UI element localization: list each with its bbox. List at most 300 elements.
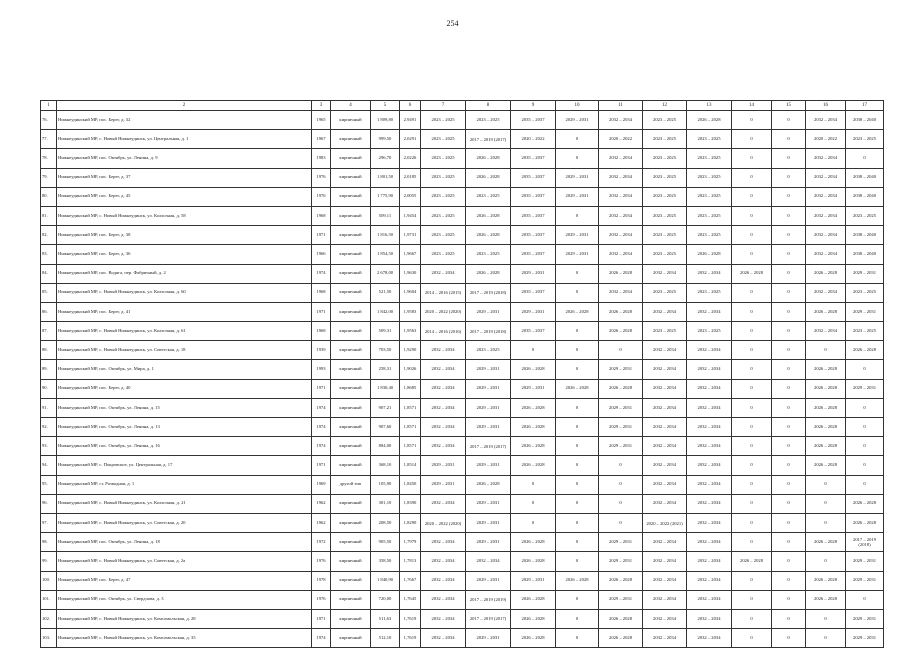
table-cell: 2032 – 2034 bbox=[687, 552, 732, 571]
column-number-10: 10 bbox=[556, 101, 599, 111]
table-cell: 2032 – 2034 bbox=[599, 283, 643, 302]
table-cell: 2,9491 bbox=[400, 111, 421, 130]
table-cell: 0 bbox=[772, 571, 806, 590]
table-cell: 1969 bbox=[312, 475, 331, 494]
table-cell: 2029 – 2031 bbox=[466, 629, 511, 648]
table-cell: 2023 – 2025 bbox=[687, 322, 732, 341]
row-number-cell: 82. bbox=[41, 226, 57, 245]
table-cell: 0 bbox=[732, 149, 772, 168]
table-cell: 0 bbox=[556, 264, 599, 283]
table-cell: 2029 – 2031 bbox=[466, 398, 511, 417]
table-cell: кирпичный bbox=[331, 245, 371, 264]
table-cell: 2023 – 2025 bbox=[466, 187, 511, 206]
table-cell: 2026 – 2028 bbox=[599, 609, 643, 628]
table-cell: 0 bbox=[772, 398, 806, 417]
table-row bbox=[41, 533, 884, 552]
table-cell: 2023 – 2025 bbox=[421, 245, 466, 264]
table-cell: 105,90 bbox=[371, 475, 400, 494]
table-cell: 0 bbox=[772, 418, 806, 437]
table-cell: 0 bbox=[556, 206, 599, 225]
table-cell: 0 bbox=[556, 475, 599, 494]
row-number-cell: 102. bbox=[41, 609, 57, 628]
table-cell: 0 bbox=[732, 418, 772, 437]
table-row bbox=[41, 552, 884, 571]
table-row bbox=[41, 571, 884, 590]
address-cell: Нижнеудинский МР, пос. Берег, д. 38 bbox=[57, 226, 312, 245]
table-cell: 0 bbox=[772, 149, 806, 168]
table-row bbox=[41, 418, 884, 437]
table-cell: 2035 – 2037 bbox=[511, 149, 556, 168]
table-cell: 2032 – 2034 bbox=[421, 629, 466, 648]
table-cell: 296,70 bbox=[371, 149, 400, 168]
table-cell: 1976 bbox=[312, 187, 331, 206]
table-cell: 2029 – 2031 bbox=[599, 418, 643, 437]
table-cell: 2023 – 2025 bbox=[687, 283, 732, 302]
table-cell: 2032 – 2034 bbox=[806, 283, 846, 302]
table-cell: 2023 – 2025 bbox=[421, 226, 466, 245]
table-cell: 1,8450 bbox=[400, 475, 421, 494]
row-number-cell: 100. bbox=[41, 571, 57, 590]
address-cell: Нижнеудинский МР, пос. Берег, д. 32 bbox=[57, 111, 312, 130]
table-cell: 2017 – 2019 (2019) bbox=[466, 590, 511, 609]
table-cell: 2032 – 2034 bbox=[643, 609, 687, 628]
table-cell: 2032 – 2034 bbox=[643, 437, 687, 456]
table-cell: 511,63 bbox=[371, 609, 400, 628]
column-number-7: 7 bbox=[421, 101, 466, 111]
table-row bbox=[41, 130, 884, 149]
table-cell: 2032 – 2034 bbox=[806, 111, 846, 130]
table-cell: 0 bbox=[846, 360, 884, 379]
table-cell: 2032 – 2034 bbox=[687, 456, 732, 475]
table-cell: 1972 bbox=[312, 533, 331, 552]
table-cell: 2023 – 2025 bbox=[687, 168, 732, 187]
table-row bbox=[41, 187, 884, 206]
table-cell: 2026 – 2028 bbox=[466, 226, 511, 245]
table-cell: 2032 – 2034 bbox=[806, 168, 846, 187]
table-cell: 2017 – 2019 (2018) bbox=[466, 283, 511, 302]
table-cell: 208,50 bbox=[371, 513, 400, 532]
table-cell: 0 bbox=[732, 609, 772, 628]
row-number-cell: 89. bbox=[41, 360, 57, 379]
table-cell: 2026 – 2028 bbox=[466, 264, 511, 283]
table-cell: 2023 – 2025 bbox=[687, 187, 732, 206]
table-cell: 1962 bbox=[312, 513, 331, 532]
table-cell: 2029 – 2031 bbox=[846, 264, 884, 283]
table-cell: 2023 – 2025 bbox=[466, 245, 511, 264]
address-cell: Нижнеудинский МР, с. Новый Нижнеудинск, ул. Колхозная, д. 61 bbox=[57, 322, 312, 341]
table-cell: 2029 – 2031 bbox=[511, 571, 556, 590]
table-cell: 2029 – 2031 bbox=[599, 360, 643, 379]
table-cell: 2014 – 2016 (2015) bbox=[421, 283, 466, 302]
table-cell: 2023 – 2025 bbox=[643, 149, 687, 168]
table-cell: 2032 – 2034 bbox=[599, 168, 643, 187]
table-cell: 1971 bbox=[312, 609, 331, 628]
table-cell: 0 bbox=[556, 130, 599, 149]
table-cell: 2038 – 2040 bbox=[846, 111, 884, 130]
table-cell: 2026 – 2028 bbox=[556, 302, 599, 321]
table-cell: 0 bbox=[511, 513, 556, 532]
table-cell: 0 bbox=[772, 590, 806, 609]
table-cell: 2023 – 2025 bbox=[643, 111, 687, 130]
table-cell: 2032 – 2034 bbox=[421, 437, 466, 456]
table-cell: 0 bbox=[556, 283, 599, 302]
row-number-cell: 97. bbox=[41, 513, 57, 532]
column-number-4: 4 bbox=[331, 101, 371, 111]
table-cell: 0 bbox=[846, 437, 884, 456]
table-cell: 2,0291 bbox=[400, 130, 421, 149]
table-cell: 0 bbox=[732, 494, 772, 513]
table-cell: 258,31 bbox=[371, 360, 400, 379]
table-cell: 0 bbox=[772, 283, 806, 302]
row-number-cell: 93. bbox=[41, 437, 57, 456]
table-cell: 2026 – 2028 bbox=[806, 379, 846, 398]
row-number-cell: 83. bbox=[41, 245, 57, 264]
table-row bbox=[41, 322, 884, 341]
table-cell: 2032 – 2034 bbox=[643, 302, 687, 321]
table-cell: 2029 – 2031 bbox=[846, 302, 884, 321]
table-cell: 2023 – 2025 bbox=[643, 187, 687, 206]
table-cell: 2026 – 2028 bbox=[806, 302, 846, 321]
table-cell: 358,50 bbox=[371, 552, 400, 571]
table-cell: 2032 – 2034 bbox=[687, 494, 732, 513]
table-cell: 2017 – 2019 (2017) bbox=[466, 130, 511, 149]
table-cell: 2032 – 2034 bbox=[643, 590, 687, 609]
housing-register-table bbox=[40, 100, 884, 648]
table-cell: 2026 – 2028 bbox=[806, 398, 846, 417]
table-cell: 2032 – 2034 bbox=[421, 264, 466, 283]
address-cell: Нижнеудинский МР, пос. Берег, д. 45 bbox=[57, 187, 312, 206]
row-number-cell: 77. bbox=[41, 130, 57, 149]
table-cell: 0 bbox=[732, 283, 772, 302]
table-cell: 0 bbox=[556, 552, 599, 571]
table-cell: 0 bbox=[556, 149, 599, 168]
table-cell: 0 bbox=[556, 360, 599, 379]
table-cell: 2032 – 2034 bbox=[806, 245, 846, 264]
table-cell: 1,9604 bbox=[400, 283, 421, 302]
table-cell: 2029 – 2031 bbox=[556, 111, 599, 130]
table-cell: 2026 – 2028 bbox=[599, 571, 643, 590]
address-cell: Нижнеудинский МР, пос. Берег, д. 36 bbox=[57, 245, 312, 264]
table-cell: 0 bbox=[806, 609, 846, 628]
table-cell: 2026 – 2028 bbox=[511, 418, 556, 437]
table-cell: 2023 – 2025 bbox=[643, 130, 687, 149]
table-cell: 1,7979 bbox=[400, 533, 421, 552]
table-cell: 1,8290 bbox=[400, 513, 421, 532]
table-cell: 521,50 bbox=[371, 283, 400, 302]
table-cell: 2029 – 2031 bbox=[599, 398, 643, 417]
table-cell: 2032 – 2034 bbox=[806, 322, 846, 341]
table-cell: 0 bbox=[732, 302, 772, 321]
table-row bbox=[41, 168, 884, 187]
table-cell: 0 bbox=[806, 513, 846, 532]
table-cell: 2038 – 2040 bbox=[846, 245, 884, 264]
table-cell: кирпичный bbox=[331, 609, 371, 628]
table-cell: 2035 – 2037 bbox=[511, 187, 556, 206]
column-number-6: 6 bbox=[400, 101, 421, 111]
table-cell: 0 bbox=[846, 590, 884, 609]
table-cell: 2029 – 2031 bbox=[466, 533, 511, 552]
table-cell: 0 bbox=[732, 245, 772, 264]
table-cell: 2032 – 2034 bbox=[599, 149, 643, 168]
table-cell: 2029 – 2031 bbox=[846, 571, 884, 590]
column-number-9: 9 bbox=[511, 101, 556, 111]
table-cell: 2032 – 2034 bbox=[421, 398, 466, 417]
address-cell: Нижнеудинский МР, с. Новый Нижнеудинск, ул. Советская, д. 2а bbox=[57, 552, 312, 571]
table-row bbox=[41, 111, 884, 130]
table-cell: 2029 – 2031 bbox=[846, 379, 884, 398]
table-cell: 0 bbox=[732, 456, 772, 475]
table-cell: 0 bbox=[556, 590, 599, 609]
table-cell: 0 bbox=[599, 456, 643, 475]
table-cell: 2032 – 2034 bbox=[421, 341, 466, 360]
table-cell: 2026 – 2028 bbox=[599, 629, 643, 648]
table-cell: 0 bbox=[556, 494, 599, 513]
table-cell: 2023 – 2025 bbox=[687, 226, 732, 245]
table-cell: 1965 bbox=[312, 111, 331, 130]
table-cell: 2029 – 2031 bbox=[466, 302, 511, 321]
table-row bbox=[41, 590, 884, 609]
table-cell: кирпичный bbox=[331, 513, 371, 532]
table-cell: 2020 – 2022 bbox=[599, 130, 643, 149]
table-cell: 0 bbox=[772, 494, 806, 513]
column-number-row bbox=[41, 101, 884, 111]
address-cell: Нижнеудинский МР, с. Новый Нижнеудинск, ул. Комсомольская, д. 28 bbox=[57, 609, 312, 628]
row-number-cell: 88. bbox=[41, 341, 57, 360]
table-cell: 0 bbox=[772, 629, 806, 648]
table-cell: 0 bbox=[556, 341, 599, 360]
table-cell: 2032 – 2034 bbox=[643, 571, 687, 590]
table-cell: 0 bbox=[556, 629, 599, 648]
table-row bbox=[41, 206, 884, 225]
table-cell: 2035 – 2037 bbox=[511, 226, 556, 245]
address-cell: Нижнеудинский МР, с. Новый Нижнеудинск, ул. Советская, д. 18 bbox=[57, 341, 312, 360]
table-cell: кирпичный bbox=[331, 379, 371, 398]
table-cell: 2032 – 2034 bbox=[421, 609, 466, 628]
table-row bbox=[41, 302, 884, 321]
table-cell: 0 bbox=[806, 475, 846, 494]
column-number-13: 13 bbox=[687, 101, 732, 111]
table-cell: 0 bbox=[732, 513, 772, 532]
table-cell: кирпичный bbox=[331, 226, 371, 245]
table-cell: 2032 – 2034 bbox=[421, 552, 466, 571]
table-cell: кирпичный bbox=[331, 322, 371, 341]
table-cell: 2026 – 2028 bbox=[806, 437, 846, 456]
table-cell: 2032 – 2034 bbox=[421, 360, 466, 379]
table-cell: 2032 – 2034 bbox=[643, 398, 687, 417]
table-cell: 2029 – 2031 bbox=[599, 552, 643, 571]
table-cell: 2029 – 2031 bbox=[421, 456, 466, 475]
table-cell: кирпичный bbox=[331, 437, 371, 456]
table-cell: 2026 – 2028 bbox=[511, 533, 556, 552]
row-number-cell: 90. bbox=[41, 379, 57, 398]
table-cell: 0 bbox=[772, 168, 806, 187]
table-cell: 1974 bbox=[312, 398, 331, 417]
table-cell: 2023 – 2025 bbox=[421, 111, 466, 130]
table-cell: 999,50 bbox=[371, 130, 400, 149]
table-cell: 2020 – 2022 (2020) bbox=[421, 302, 466, 321]
table-cell: 2023 – 2025 bbox=[643, 322, 687, 341]
table-cell: 2020 – 2022 bbox=[511, 130, 556, 149]
table-cell: 0 bbox=[772, 360, 806, 379]
address-cell: Нижнеудинский МР, пос. Октябрь, ул. Ленина, д. 9 bbox=[57, 149, 312, 168]
table-cell: 2032 – 2034 bbox=[687, 379, 732, 398]
table-cell: 1976 bbox=[312, 552, 331, 571]
column-number-2: 2 bbox=[57, 101, 312, 111]
table-cell: 1971 bbox=[312, 302, 331, 321]
table-cell: 703,50 bbox=[371, 341, 400, 360]
table-cell: 1974 bbox=[312, 437, 331, 456]
table-cell: 2026 – 2028 bbox=[806, 571, 846, 590]
table-cell: 368,10 bbox=[371, 456, 400, 475]
table-cell: 0 bbox=[772, 302, 806, 321]
table-cell: 2026 – 2028 bbox=[511, 590, 556, 609]
table-cell: 509,11 bbox=[371, 206, 400, 225]
table-cell: 0 bbox=[772, 187, 806, 206]
table-cell: 1,7813 bbox=[400, 552, 421, 571]
table-cell: 2026 – 2028 bbox=[599, 264, 643, 283]
table-cell: 1974 bbox=[312, 629, 331, 648]
table-cell: 0 bbox=[732, 187, 772, 206]
address-cell: Нижнеудинский МР, пос. Октябрь, ул. Ленина, д. 15 bbox=[57, 398, 312, 417]
table-row bbox=[41, 341, 884, 360]
row-number-cell: 96. bbox=[41, 494, 57, 513]
table-cell: кирпичный bbox=[331, 629, 371, 648]
table-cell: 1,7667 bbox=[400, 571, 421, 590]
table-cell: 1 840,90 bbox=[371, 571, 400, 590]
row-number-cell: 85. bbox=[41, 283, 57, 302]
table-cell: 2029 – 2031 bbox=[466, 418, 511, 437]
column-number-17: 17 bbox=[846, 101, 884, 111]
table-cell: кирпичный bbox=[331, 398, 371, 417]
address-cell: Нижнеудинский МР, пос. Берег, д. 37 bbox=[57, 168, 312, 187]
table-cell: 1971 bbox=[312, 379, 331, 398]
address-cell: Нижнеудинский МР, с. Новый Нижнеудинск, ул. Комсомольская, д. 35 bbox=[57, 629, 312, 648]
table-cell: 2032 – 2034 bbox=[806, 206, 846, 225]
table-cell: другой тип bbox=[331, 475, 371, 494]
table-cell: 2023 – 2025 bbox=[643, 245, 687, 264]
table-cell: 907,60 bbox=[371, 418, 400, 437]
table-cell: 2029 – 2031 bbox=[846, 609, 884, 628]
table-row bbox=[41, 513, 884, 532]
table-cell: 2026 – 2028 bbox=[732, 264, 772, 283]
table-cell: 0 bbox=[806, 494, 846, 513]
table-cell: 2029 – 2031 bbox=[466, 456, 511, 475]
table-cell: 2,0185 bbox=[400, 168, 421, 187]
table-cell: 2026 – 2028 bbox=[599, 322, 643, 341]
address-cell: Нижнеудинский МР, с. Новый Нижнеудинск, ул. Колхозная, д. 21 bbox=[57, 494, 312, 513]
address-cell: Нижнеудинский МР, с. Новый Нижнеудинск, ул. Центральная, д. 1 bbox=[57, 130, 312, 149]
table-cell: 1,7645 bbox=[400, 590, 421, 609]
table-cell: 1,9290 bbox=[400, 341, 421, 360]
table-cell: 2020 – 2022 (2021) bbox=[643, 513, 687, 532]
table-cell: 1 842,00 bbox=[371, 302, 400, 321]
column-number-12: 12 bbox=[643, 101, 687, 111]
table-cell: 2032 – 2034 bbox=[599, 187, 643, 206]
table-cell: кирпичный bbox=[331, 552, 371, 571]
table-cell: 1971 bbox=[312, 456, 331, 475]
table-cell: 2032 – 2034 bbox=[421, 379, 466, 398]
table-cell: 2032 – 2034 bbox=[643, 456, 687, 475]
table-cell: 2032 – 2034 bbox=[687, 341, 732, 360]
table-row bbox=[41, 609, 884, 628]
table-cell: 2023 – 2025 bbox=[421, 206, 466, 225]
table-cell: 2026 – 2028 bbox=[511, 360, 556, 379]
table-cell: 1976 bbox=[312, 168, 331, 187]
table-cell: 2032 – 2034 bbox=[599, 206, 643, 225]
table-cell: 0 bbox=[599, 513, 643, 532]
table-row bbox=[41, 283, 884, 302]
table-cell: 2026 – 2028 bbox=[466, 168, 511, 187]
table-cell: 2026 – 2028 bbox=[806, 418, 846, 437]
address-cell: Нижнеудинский МР, пос. Октябрь, ул. Мира, д. 1 bbox=[57, 360, 312, 379]
table-cell: 2026 – 2028 bbox=[687, 245, 732, 264]
table-cell: кирпичный bbox=[331, 341, 371, 360]
table-cell: 1971 bbox=[312, 226, 331, 245]
table-row bbox=[41, 149, 884, 168]
table-cell: 2026 – 2028 bbox=[599, 302, 643, 321]
address-cell: Нижнеудинский МР, пос. Водяга, пер. Фабричный, д. 2 bbox=[57, 264, 312, 283]
table-cell: 2023 – 2025 bbox=[643, 206, 687, 225]
table-cell: 2032 – 2034 bbox=[599, 226, 643, 245]
row-number-cell: 95. bbox=[41, 475, 57, 494]
table-cell: 2023 – 2025 bbox=[421, 149, 466, 168]
table-cell: 1,9454 bbox=[400, 206, 421, 225]
table-cell: 2035 – 2037 bbox=[511, 322, 556, 341]
row-number-cell: 84. bbox=[41, 264, 57, 283]
table-cell: 2032 – 2034 bbox=[687, 533, 732, 552]
row-number-cell: 101. bbox=[41, 590, 57, 609]
row-number-cell: 87. bbox=[41, 322, 57, 341]
table-cell: 2032 – 2034 bbox=[806, 149, 846, 168]
table-cell: 2029 – 2031 bbox=[466, 379, 511, 398]
table-cell: 0 bbox=[599, 341, 643, 360]
table-cell: 2032 – 2034 bbox=[687, 264, 732, 283]
table-cell: 2026 – 2028 bbox=[732, 552, 772, 571]
table-cell: 1,7619 bbox=[400, 609, 421, 628]
table-cell: 2023 – 2025 bbox=[643, 283, 687, 302]
table-cell: 1 854,50 bbox=[371, 245, 400, 264]
table-cell: 2029 – 2031 bbox=[466, 513, 511, 532]
table-cell: 2017 – 2019 (2017) bbox=[466, 609, 511, 628]
table-cell: 0 bbox=[772, 245, 806, 264]
table-cell: 2032 – 2034 bbox=[687, 437, 732, 456]
address-cell: Нижнеудинский МР, пос. Октябрь, ул. Ленина, д. 13 bbox=[57, 418, 312, 437]
table-cell: 1,9731 bbox=[400, 226, 421, 245]
table-cell: 2029 – 2031 bbox=[556, 245, 599, 264]
row-number-cell: 86. bbox=[41, 302, 57, 321]
table-cell: 2035 – 2037 bbox=[511, 283, 556, 302]
table-cell: 2026 – 2028 bbox=[806, 533, 846, 552]
row-number-cell: 78. bbox=[41, 149, 57, 168]
table-cell: 0 bbox=[772, 533, 806, 552]
table-cell: 0 bbox=[772, 437, 806, 456]
table-cell: 2035 – 2037 bbox=[511, 245, 556, 264]
table-cell: 0 bbox=[556, 533, 599, 552]
table-cell: 2032 – 2034 bbox=[421, 418, 466, 437]
table-cell: 301,10 bbox=[371, 494, 400, 513]
table-cell: 2032 – 2034 bbox=[643, 629, 687, 648]
table-cell: 2032 – 2034 bbox=[687, 590, 732, 609]
row-number-cell: 80. bbox=[41, 187, 57, 206]
table-cell: 0 bbox=[772, 456, 806, 475]
table-cell: 0 bbox=[732, 533, 772, 552]
table-cell: 2017 – 2019 (2017) bbox=[466, 437, 511, 456]
table-cell: 720,00 bbox=[371, 590, 400, 609]
table-cell: 1968 bbox=[312, 283, 331, 302]
table-cell: 1,8571 bbox=[400, 398, 421, 417]
table-cell: 0 bbox=[772, 379, 806, 398]
address-cell: Нижнеудинский МР, пос. Берег, д. 41 bbox=[57, 302, 312, 321]
